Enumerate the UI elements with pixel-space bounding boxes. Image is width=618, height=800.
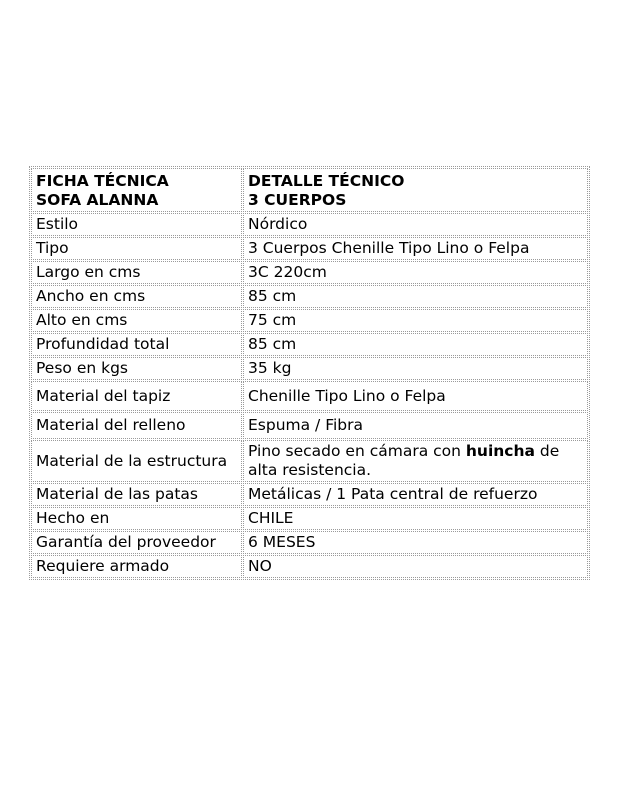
row-label: Largo en cms (31, 261, 242, 284)
row-label: Material de la estructura (31, 440, 242, 482)
row-label: Material del tapiz (31, 381, 242, 411)
table-row (31, 357, 588, 380)
row-label: Alto en cms (31, 309, 242, 332)
row-value: 75 cm (243, 309, 588, 332)
table-row (31, 309, 588, 332)
table-row (31, 412, 588, 439)
row-label: Material de las patas (31, 483, 242, 506)
row-value: Metálicas / 1 Pata central de refuerzo (243, 483, 588, 506)
row-value: Nórdico (243, 213, 588, 236)
row-value: 85 cm (243, 333, 588, 356)
header-detail-line2: 3 CUERPOS (248, 191, 347, 209)
row-label: Requiere armado (31, 555, 242, 578)
row-label: Hecho en (31, 507, 242, 530)
table-row (31, 261, 588, 284)
structure-text-after: de alta resistencia. (248, 442, 560, 479)
table-row (31, 440, 588, 482)
table-row (31, 237, 588, 260)
table-row (31, 333, 588, 356)
row-label: Material del relleno (31, 412, 242, 439)
header-title-line1: FICHA TÉCNICA (36, 172, 169, 190)
row-label: Tipo (31, 237, 242, 260)
table-row (31, 507, 588, 530)
row-value: CHILE (243, 507, 588, 530)
row-value: 85 cm (243, 285, 588, 308)
row-value: 3C 220cm (243, 261, 588, 284)
row-label: Estilo (31, 213, 242, 236)
row-label: Peso en kgs (31, 357, 242, 380)
header-detail-line1: DETALLE TÉCNICO (248, 172, 405, 190)
table-row (31, 285, 588, 308)
table-row (31, 555, 588, 578)
row-value-structure (243, 440, 588, 482)
structure-text-before: Pino secado en cámara con (248, 442, 466, 460)
table-row (31, 381, 588, 411)
header-cell-detalle (243, 168, 588, 212)
header-title-line2: SOFA ALANNA (36, 191, 159, 209)
row-value: 3 Cuerpos Chenille Tipo Lino o Felpa (243, 237, 588, 260)
table-header-row (31, 168, 588, 212)
spec-table (29, 166, 590, 580)
row-value: 6 MESES (243, 531, 588, 554)
row-value: 35 kg (243, 357, 588, 380)
structure-text-bold: huincha (465, 442, 535, 460)
row-value: Chenille Tipo Lino o Felpa (243, 381, 588, 411)
row-label: Garantía del proveedor (31, 531, 242, 554)
row-value: Espuma / Fibra (243, 412, 588, 439)
table-row (31, 531, 588, 554)
row-label: Ancho en cms (31, 285, 242, 308)
row-label: Profundidad total (31, 333, 242, 356)
table-row (31, 483, 588, 506)
table-row (31, 213, 588, 236)
header-cell-ficha (31, 168, 242, 212)
row-value: NO (243, 555, 588, 578)
